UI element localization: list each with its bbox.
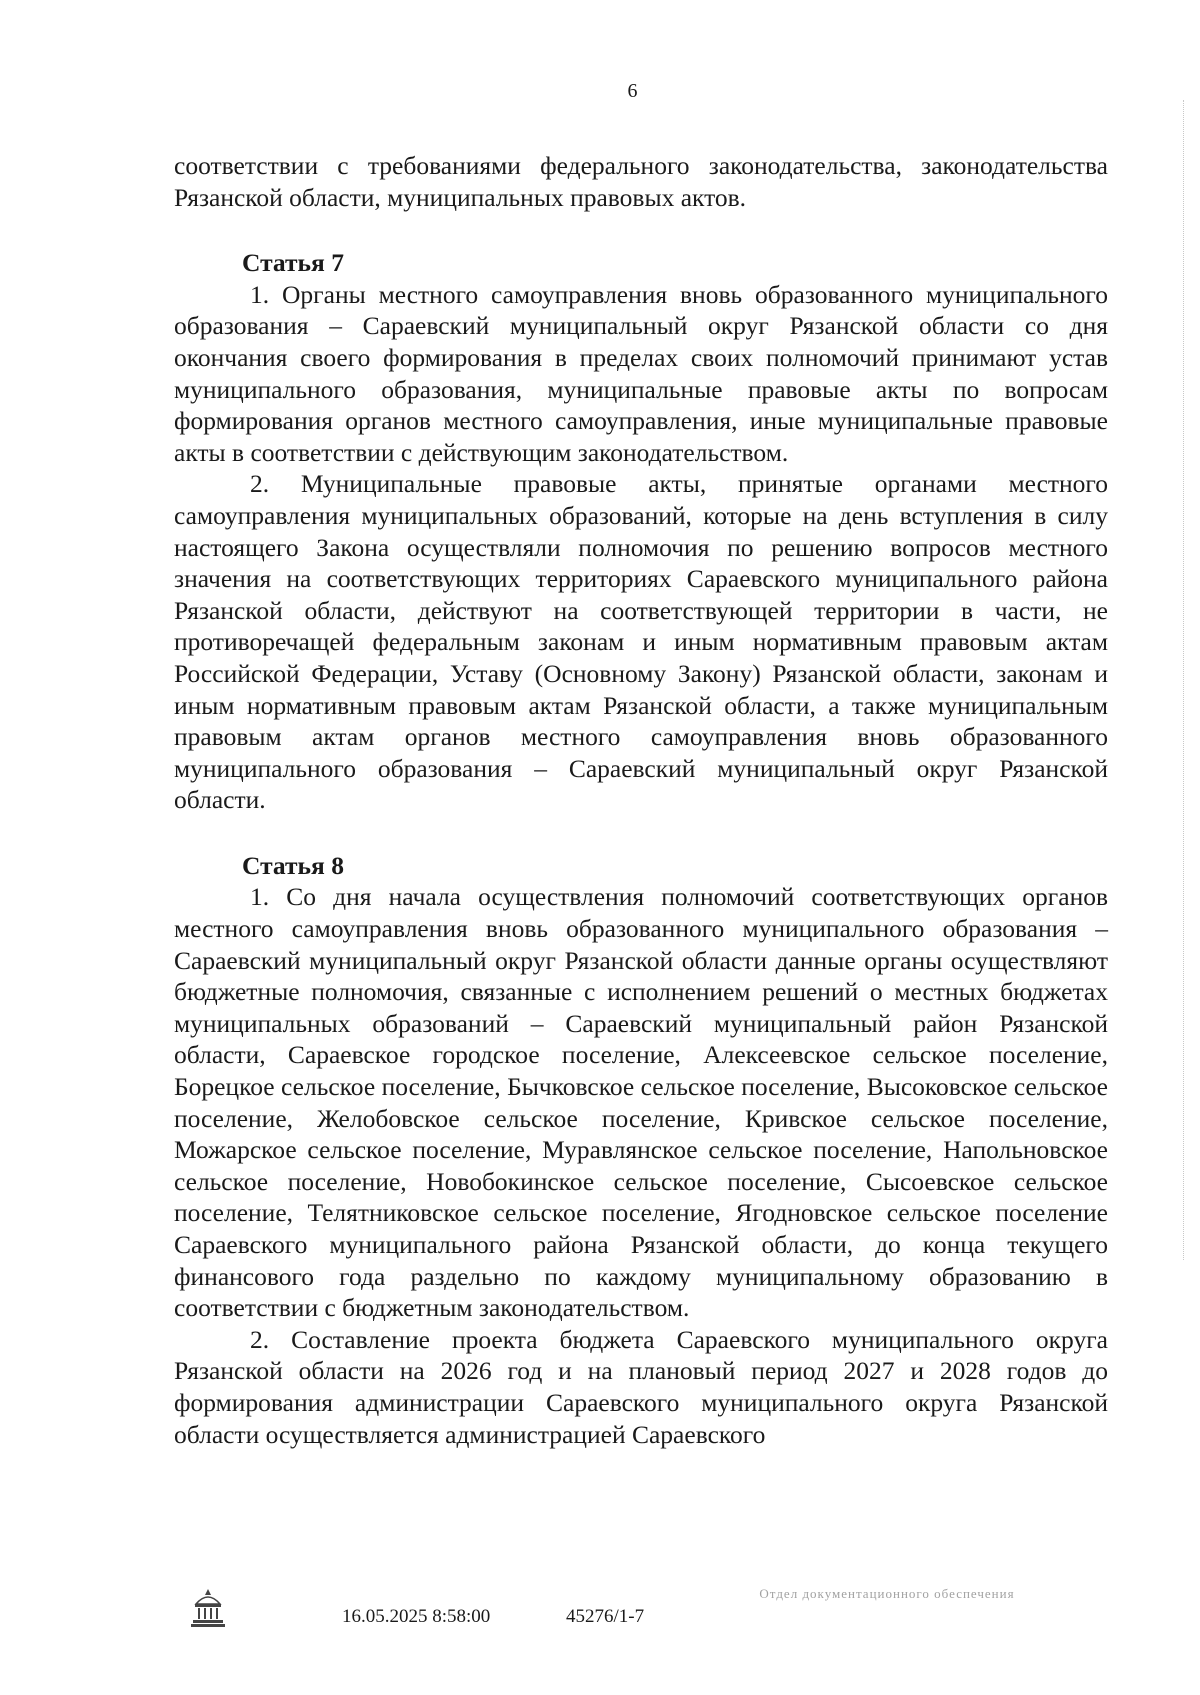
article-8-item-1: 1. Со дня начала осуществления полномочий соответствующих органов местного самоуправления вновь образованного муниципального образования – Сараевский муниципальный округ Рязанской области данные органы осуществляют бюджетные полномочия, связанные с исполнением решений о местных бюджетах муниципальных образований – Сараевский муниципальный район Рязанской области, Сараевское городское поселение, Алексеевское сельское поселение, Борецкое сельское поселение, Бычковское сельское поселение, Высоковское сельское поселение, Желобовское сельское поселение, Кривское сельское поселение, Можарское сельское поселение, Муравлянское сельское поселение, Напольновское сельское поселение, Новобокинское сельское поселение, Сысоевское сельское поселение, Телятниковское сельское поселение, Ягодновское сельское поселение Сараевского муниципального района Рязанской области, до конца текущего финансового года раздельно по каждому муниципальному образованию в соответствии с бюджетным законодательством. [174, 882, 1108, 1323]
paragraph-continuation: соответствии с требованиями федерального законодательства, законодательства Рязанской области, муниципальных правовых актов. [174, 151, 1108, 212]
article-7-item-2: 2. Муниципальные правовые акты, принятые органами местного самоуправления муниципальных образований, которые на день вступления в силу настоящего Закона осуществляли полномочия по решению вопросов местного значения на соответствующих территориях Сараевского муниципального района Рязанской области, действуют на соответствующей территории в части, не противоречащей федеральным законам и иным нормативным правовым актам Российской Федерации, Уставу (Основному Закону) Рязанской области, законам и иным нормативным правовым актам Рязанской области, а также муниципальным правовым актам органов местного самоуправления вновь образованного муниципального образования – Сараевский муниципальный округ Рязанской области. [174, 469, 1108, 815]
article-8-item-2: 2. Составление проекта бюджета Сараевского муниципального округа Рязанской области на 2026 год и на плановый период 2027 и 2028 годов до формирования администрации Сараевского муниципального округа Рязанской области осуществляется администрацией Сараевского [174, 1324, 1108, 1449]
document-body [174, 150, 1108, 1450]
article-8-heading: Статья 8 [242, 850, 344, 880]
registration-number: 45276/1-7 [566, 1606, 645, 1627]
article-7-heading: Статья 7 [242, 248, 344, 278]
registration-datetime: 16.05.2025 8:58:00 [342, 1606, 491, 1627]
page-number: 6 [627, 80, 638, 102]
article-7-item-1: 1. Органы местного самоуправления вновь образованного муниципального образования – Сараевский муниципальный округ Рязанской области со дня окончания своего формирования в пределах своих полномочий принимают устав муниципального образования, муниципальные правовые акты по вопросам формирования органов местного самоуправления, иные муниципальные правовые акты в соответствии с действующим законодательством. [174, 279, 1108, 467]
emblem-icon [188, 1586, 228, 1635]
margin-line [1183, 100, 1185, 1260]
page-footer [0, 1582, 1200, 1642]
department-stamp: Отдел документационного обеспечения [759, 1586, 1015, 1601]
